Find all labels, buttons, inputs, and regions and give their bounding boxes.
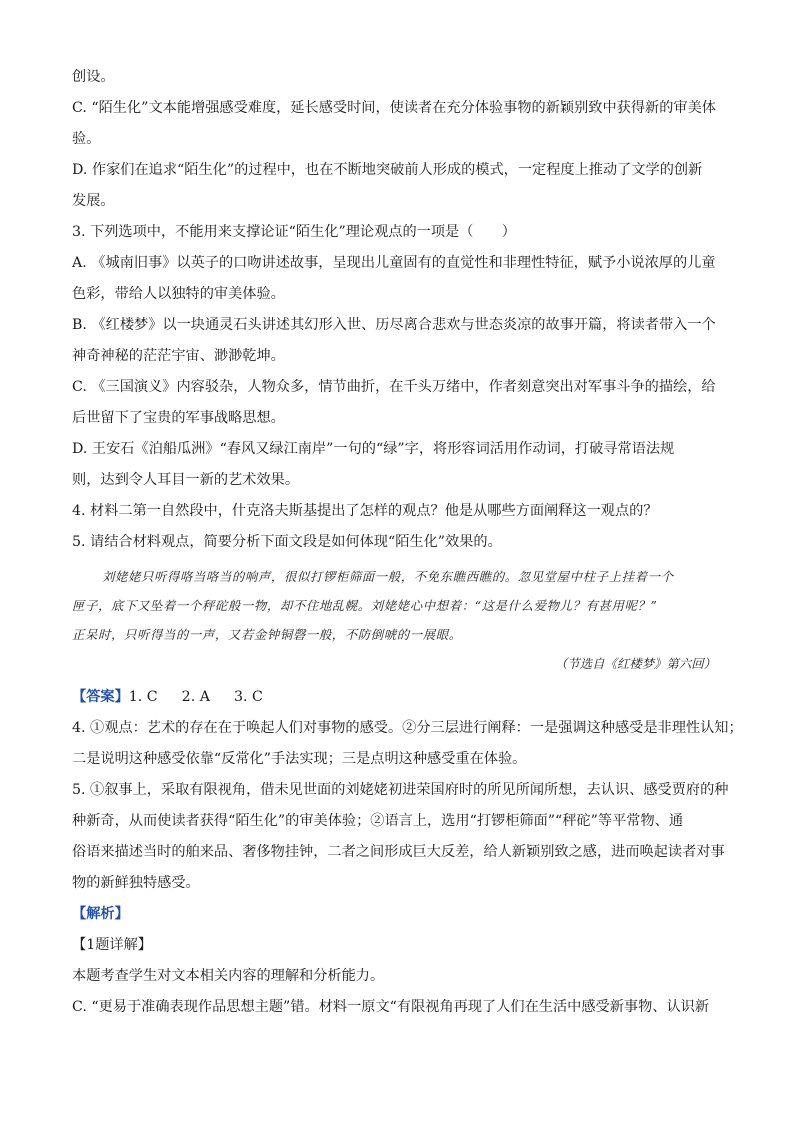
text-line: 色彩，带给人以独特的审美体验。 bbox=[72, 286, 285, 302]
quote-line: 匣子，底下又坠着一个秤砣般一物，却不住地乱幌。刘姥姥心中想着：“这是什么爱物儿？有甚用呢？” bbox=[72, 598, 658, 613]
answer-item: 1. C bbox=[128, 689, 158, 705]
question-3: 3. 下列选项中，不能用来支撑论证“陌生化”理论观点的一项是（ ） bbox=[72, 224, 516, 240]
text-line: 神奇神秘的茫茫宇宙、渺渺乾坤。 bbox=[72, 348, 285, 364]
text-line: 种新奇，从而使读者获得“陌生化”的审美体验；②语言上，选用“打锣柜筛面”“秤砣”等平常物、通 bbox=[72, 813, 684, 829]
question-4: 4. 材料二第一自然段中，什克洛夫斯基提出了怎样的观点？他是从哪些方面阐释这一观点的？ bbox=[72, 503, 658, 519]
answer-summary bbox=[72, 682, 724, 713]
analysis-tag: 【解析】 bbox=[72, 906, 129, 922]
text-line: C. “陌生化”文本能增强感受难度，延长感受时间，使读者在充分体验事物的新颖别致中获得新的审美体 bbox=[72, 100, 716, 116]
analysis-heading bbox=[72, 899, 724, 930]
option-d: D. 王安石《泊船瓜洲》“春风又绿江南岸”一句的“绿”字，将形容词活用作动词，打破寻常语法规 bbox=[72, 441, 675, 457]
text-line: 后世留下了宝贵的军事战略思想。 bbox=[72, 410, 285, 426]
option-a: A. 《城南旧事》以英子的口吻讲述故事，呈现出儿童固有的直觉性和非理性特征，赋予小说浓厚的儿童 bbox=[72, 255, 716, 271]
answer-tag: 【答案】 bbox=[72, 689, 129, 705]
document-page bbox=[72, 62, 743, 1023]
answer-block bbox=[72, 713, 743, 899]
question-5: 5. 请结合材料观点，简要分析下面文段是如何体现“陌生化”效果的。 bbox=[72, 534, 502, 550]
quote-line: 正呆时，只听得当的一声，又若金钟铜磬一般，不防倒唬的一展眼。 bbox=[72, 627, 462, 642]
text-line: 俗语来描述当时的舶来品、奢侈物挂钟，二者之间形成巨大反差，给人新颖别致之感，进而唤起读者对事 bbox=[72, 844, 725, 860]
quote-source: （节选自《红楼梦》第六回） bbox=[554, 656, 716, 671]
analysis-block bbox=[72, 930, 724, 1023]
quoted-passage bbox=[72, 562, 724, 678]
option-c: C. 《三国演义》内容驳杂，人物众多，情节曲折，在千头万绪中，作者刻意突出对军事斗争的描绘，给 bbox=[72, 379, 716, 395]
text-line: 创设。 bbox=[72, 69, 115, 85]
text-line: 二是说明这种感受依靠“反常化”手法实现；三是点明这种感受重在体验。 bbox=[72, 751, 527, 767]
text-line: C. “更易于准确表现作品思想主题”错。材料一原文“有限视角再现了人们在生活中感受新事物、认识新 bbox=[72, 999, 710, 1015]
text-line: 则，达到令人耳目一新的艺术效果。 bbox=[72, 472, 300, 488]
text-line: D. 作家们在追求“陌生化”的过程中，也在不断地突破前人形成的模式，一定程度上推动了文学的创新 bbox=[72, 162, 703, 178]
text-line: 物的新鲜独特感受。 bbox=[72, 875, 200, 891]
text-line: 4. ①观点：艺术的存在在于唤起人们对事物的感受。②分三层进行阐释：一是强调这种感受是非理性认知； bbox=[72, 720, 743, 736]
text-line: 验。 bbox=[72, 131, 101, 147]
text-line: 发展。 bbox=[72, 193, 115, 209]
sub-heading: 【1题详解】 bbox=[72, 937, 152, 953]
quote-line: 刘姥姥只听得咯当咯当的响声，很似打锣柜筛面一般，不免东瞧西瞧的。忽见堂屋中柱子上挂着一个 bbox=[102, 569, 674, 584]
option-b: B. 《红楼梦》以一块通灵石头讲述其幻形入世、历尽离合悲欢与世态炎凉的故事开篇，将读者带入一个 bbox=[72, 317, 716, 333]
text-line: 本题考查学生对文本相关内容的理解和分析能力。 bbox=[72, 968, 385, 984]
options-block bbox=[72, 62, 724, 558]
answer-item: 3. C bbox=[233, 689, 263, 705]
text-line: 5. ①叙事上，采取有限视角，借未见世面的刘姥姥初进荣国府时的所见所闻所想，去认识、感受贾府的种 bbox=[72, 782, 729, 798]
answer-item: 2. A bbox=[181, 689, 210, 705]
